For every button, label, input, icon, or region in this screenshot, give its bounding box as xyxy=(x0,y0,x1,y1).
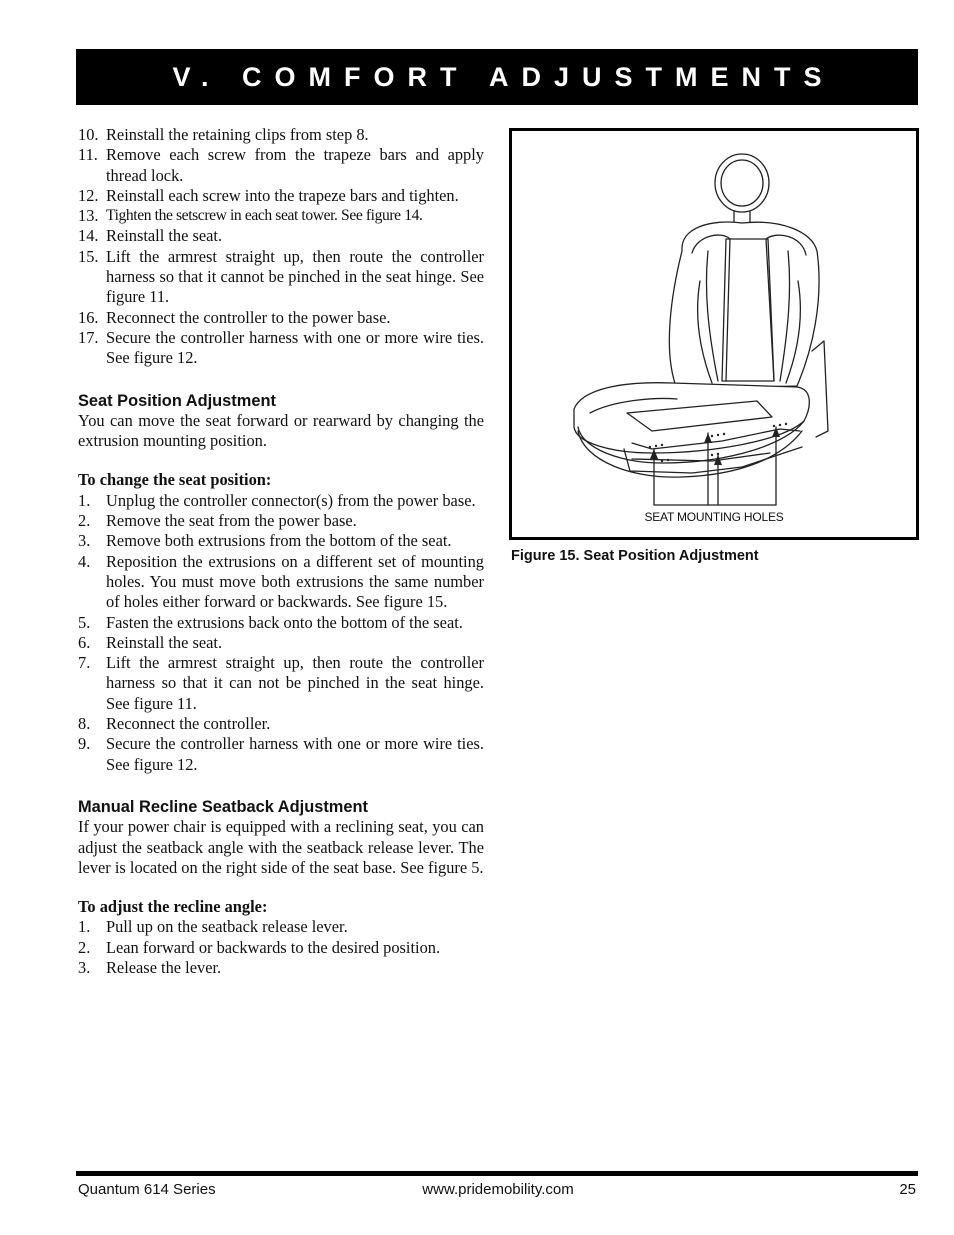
recline-steps-list xyxy=(78,917,484,978)
recline-intro: If your power chair is equipped with a reclining seat, you can adjust the seatback angle with the seatback release lever. The lever is located on the right side of the seat base. See figure 5. xyxy=(78,817,484,877)
list-item: 10. Reinstall the retaining clips from step 8. xyxy=(78,125,369,144)
list-item: 12. Reinstall each screw into the trapeze bars and tighten. xyxy=(78,185,459,205)
footer-website: www.pridemobility.com xyxy=(422,1181,574,1198)
list-item: 1. Unplug the controller connector(s) from the power base. xyxy=(78,490,476,510)
seat-position-subheading: To change the seat position: xyxy=(78,470,272,490)
reinstall-steps-list xyxy=(78,125,484,369)
footer-rule xyxy=(76,1171,918,1176)
list-item: 17. Secure the controller harness with one or more wire ties. See figure 12. xyxy=(78,327,484,368)
page-number: 25 xyxy=(899,1181,916,1198)
list-item: 11. Remove each screw from the trapeze bars and apply thread lock. xyxy=(78,145,484,185)
seat-position-intro: You can move the seat forward or rearward by changing the extrusion mounting position. xyxy=(78,410,484,451)
list-item: 2. Lean forward or backwards to the desired position. xyxy=(78,937,441,957)
list-item: 1. Pull up on the seatback release lever. xyxy=(78,917,348,937)
figure-caption: Figure 15. Seat Position Adjustment xyxy=(511,548,759,564)
list-item: 4. Reposition the extrusions on a different set of mounting holes. You must move both extrusions the same number of holes either forward or backwards. See figure 15. xyxy=(78,551,484,612)
list-item: 13. Tighten the setscrew in each seat tower. See figure 14. xyxy=(78,206,423,226)
list-item: 8. Reconnect the controller. xyxy=(78,714,271,734)
list-item: 2. Remove the seat from the power base. xyxy=(78,511,357,531)
page-footer xyxy=(78,1181,918,1201)
seat-figure xyxy=(509,128,919,540)
list-item: 14. Reinstall the seat. xyxy=(78,226,223,246)
section-banner xyxy=(76,49,918,105)
seat-position-steps-list xyxy=(78,491,484,775)
list-item: 16. Reconnect the controller to the power base. xyxy=(78,307,391,327)
list-item: 6. Reinstall the seat. xyxy=(78,632,223,652)
list-item: 5. Fasten the extrusions back onto the bottom of the seat. xyxy=(78,612,463,632)
footer-product: Quantum 614 Series xyxy=(78,1181,216,1198)
list-item: 3. Remove both extrusions from the bottom of the seat. xyxy=(78,531,452,551)
list-item: 7. Lift the armrest straight up, then route the controller harness so that it can not be pinched in the seat hinge. See figure 11. xyxy=(78,653,484,713)
recline-subheading: To adjust the recline angle: xyxy=(78,897,268,917)
seat-position-heading: Seat Position Adjustment xyxy=(78,391,276,410)
seat-illustration xyxy=(512,131,916,537)
list-item: 15. Lift the armrest straight up, then route the controller harness so that it cannot be pinched in the seat hinge. See figure 11. xyxy=(78,246,484,307)
main-text-column xyxy=(78,125,484,978)
list-item: 9. Secure the controller harness with one or more wire ties. See figure 12. xyxy=(78,734,484,774)
section-title: V. COMFORT ADJUSTMENTS xyxy=(172,61,835,92)
recline-heading: Manual Recline Seatback Adjustment xyxy=(78,797,368,816)
list-item: 3. Release the lever. xyxy=(78,957,222,977)
mounting-holes-label: SEAT MOUNTING HOLES xyxy=(644,510,784,524)
